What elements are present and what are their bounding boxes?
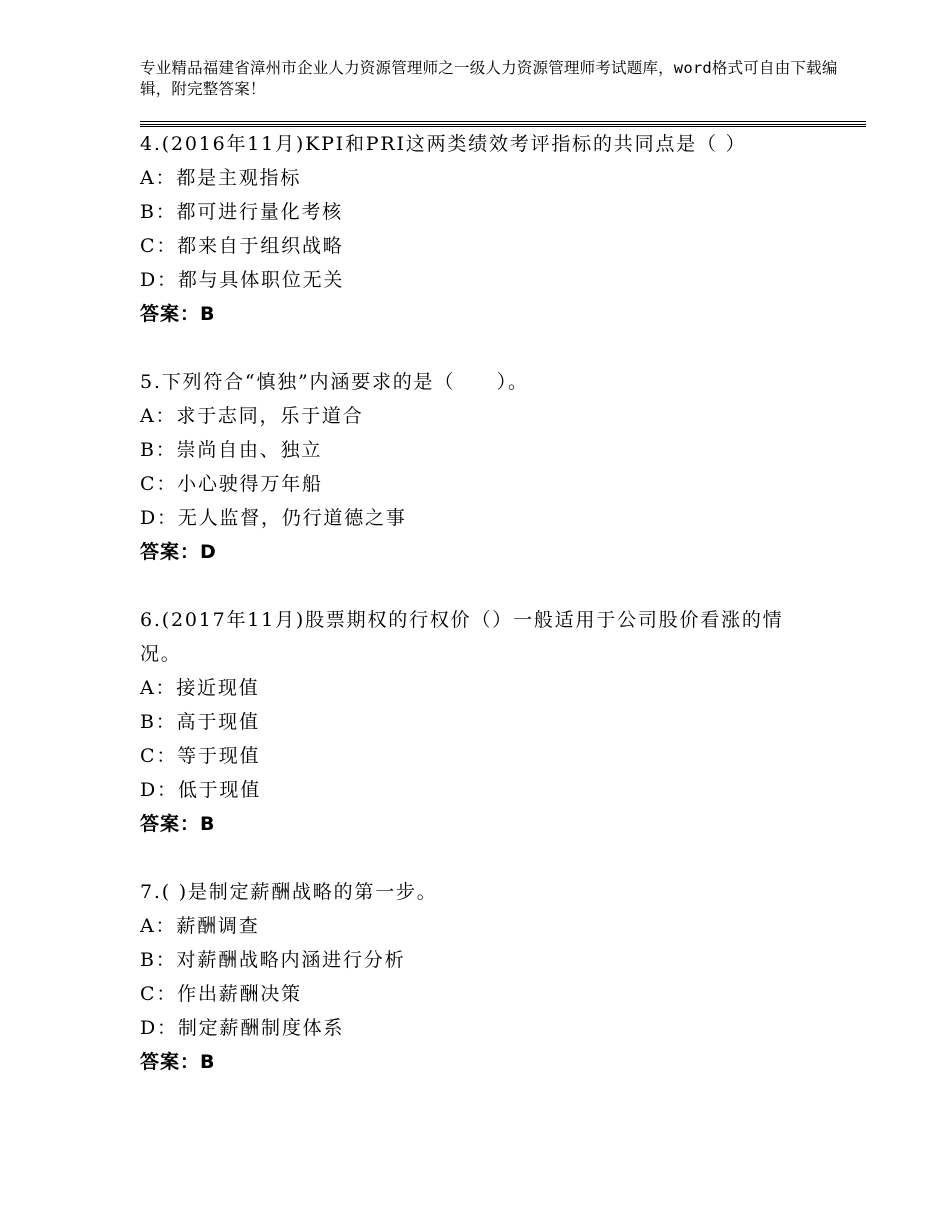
answer-line: 答案：B [140, 303, 216, 325]
question-text: 6.(2017年11月)股票期权的行权价（）一般适用于公司股价看涨的情况。 [140, 609, 784, 665]
option-c: C：小心驶得万年船 [140, 473, 323, 495]
option-d: D：低于现值 [140, 779, 262, 801]
question-text: 4.(2016年11月)KPI和PRI这两类绩效考评指标的共同点是（ ） [140, 133, 747, 155]
header-divider-line [140, 124, 866, 125]
question-list [140, 127, 820, 1079]
option-c: C：作出薪酬决策 [140, 983, 302, 1005]
question-spacer [140, 569, 820, 603]
option-d: D：都与具体职位无关 [140, 269, 345, 291]
answer-line: 答案：B [140, 813, 216, 835]
question-item [140, 603, 820, 841]
option-a: A：薪酬调查 [140, 915, 260, 937]
option-b: B：高于现值 [140, 711, 260, 733]
option-d: D：制定薪酬制度体系 [140, 1017, 345, 1039]
option-a: A：求于志同，乐于道合 [140, 405, 364, 427]
question-text: 7.( )是制定薪酬战略的第一步。 [140, 881, 438, 903]
option-c: C：都来自于组织战略 [140, 235, 344, 257]
option-b: B：对薪酬战略内涵进行分析 [140, 949, 406, 971]
option-c: C：等于现值 [140, 745, 261, 767]
document-header: 专业精品福建省漳州市企业人力资源管理师之一级人力资源管理师考试题库，word格式可自由下载编辑，附完整答案！ [140, 59, 838, 98]
option-b: B：崇尚自由、独立 [140, 439, 323, 461]
answer-line: 答案：B [140, 1051, 216, 1073]
answer-line: 答案：D [140, 541, 217, 563]
question-spacer [140, 841, 820, 875]
question-item [140, 875, 820, 1079]
option-a: A：都是主观指标 [140, 167, 302, 189]
option-a: A：接近现值 [140, 677, 260, 699]
question-item [140, 127, 820, 331]
option-b: B：都可进行量化考核 [140, 201, 343, 223]
option-d: D：无人监督，仍行道德之事 [140, 507, 407, 529]
question-spacer [140, 331, 820, 365]
question-text: 5.下列符合“慎独”内涵要求的是（ ）。 [140, 371, 529, 393]
question-item [140, 365, 820, 569]
header-divider-line [140, 121, 866, 122]
